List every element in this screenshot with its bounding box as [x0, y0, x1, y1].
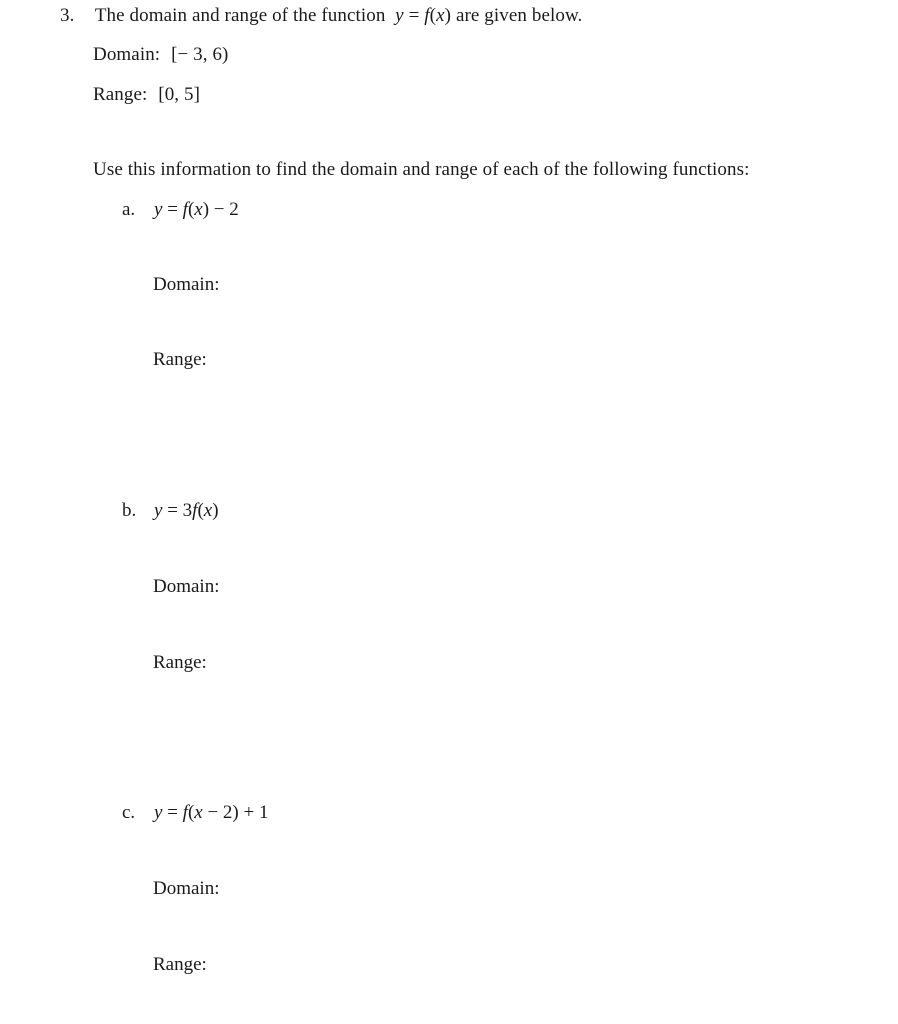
given-range: [93, 84, 200, 106]
range-label: Range:: [153, 954, 207, 975]
problem-header: [60, 5, 582, 27]
given-range-label: Range:: [93, 84, 148, 105]
domain-label: Domain:: [153, 274, 220, 295]
instruction: Use this information to find the domain and range of each of the following functions:: [93, 159, 750, 180]
intro-tail: are given below.: [455, 5, 583, 26]
domain-label: Domain:: [153, 878, 220, 899]
part-equation: y = 3f(x): [154, 500, 219, 521]
intro-text: The domain and range of the function: [94, 5, 386, 26]
part-letter: b.: [122, 500, 137, 521]
part-letter: c.: [122, 802, 136, 823]
given-range-value: [0, 5]: [158, 84, 201, 105]
range-label: Range:: [153, 652, 207, 673]
range-label: Range:: [153, 349, 207, 370]
part-letter: a.: [122, 199, 136, 220]
given-domain-label: Domain:: [93, 44, 161, 65]
part-equation: y = f(x) − 2: [154, 199, 239, 220]
part-equation: y = f(x − 2) + 1: [154, 802, 269, 823]
domain-label: Domain:: [153, 576, 220, 597]
intro-function: y = f(x): [395, 5, 452, 26]
given-domain: [93, 44, 228, 66]
problem-number: 3.: [60, 5, 75, 26]
given-domain-value: [− 3, 6): [171, 44, 229, 65]
